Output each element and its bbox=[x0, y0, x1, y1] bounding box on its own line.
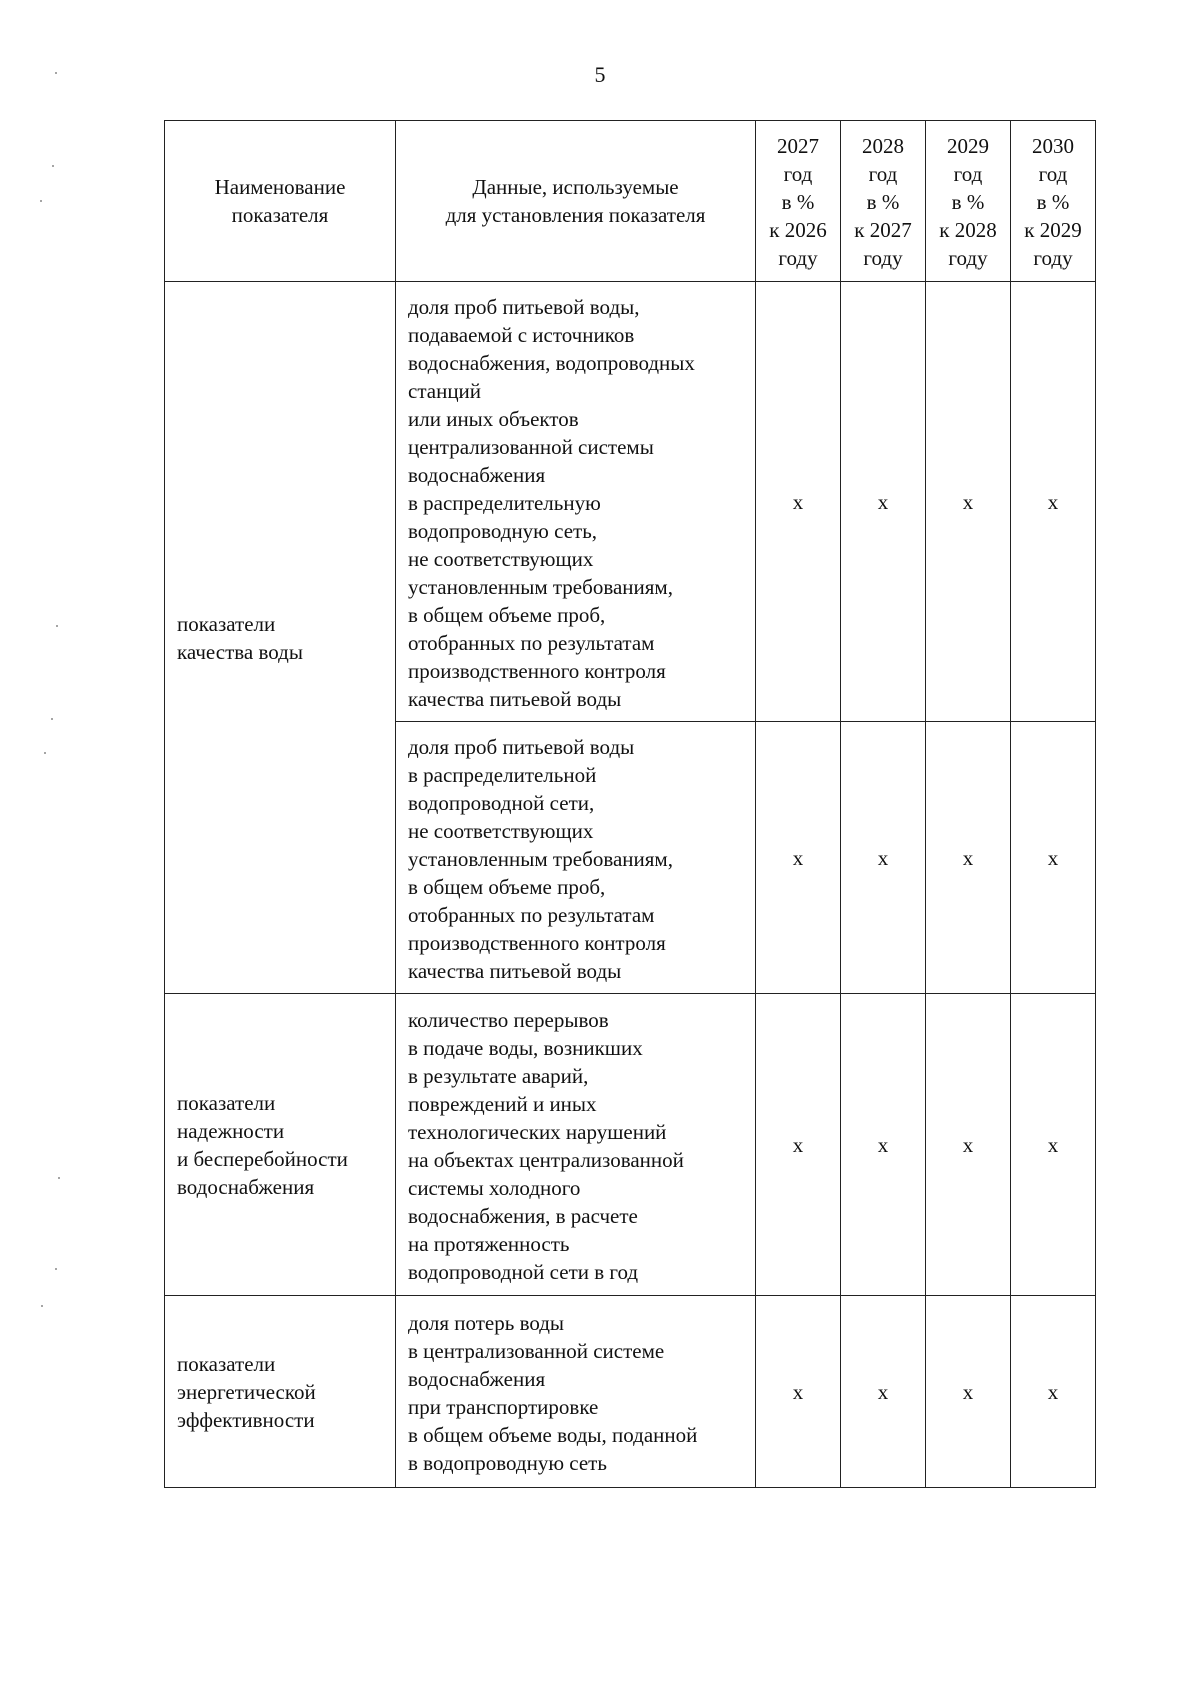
value-cell: x bbox=[926, 282, 1011, 722]
header-year-2027 bbox=[756, 121, 841, 282]
value-cell: x bbox=[926, 1296, 1011, 1488]
header-year-line: год bbox=[1038, 162, 1068, 186]
scan-speck bbox=[55, 72, 57, 74]
header-year-line: к 2027 bbox=[854, 218, 912, 242]
value-cell: x bbox=[1011, 282, 1096, 722]
scan-speck bbox=[52, 165, 54, 167]
indicator-name-cell: показатели энергетической эффективности bbox=[165, 1296, 396, 1488]
value-cell: x bbox=[841, 282, 926, 722]
scan-speck bbox=[58, 1177, 60, 1179]
header-year-value: 2030 bbox=[1032, 134, 1074, 158]
header-indicator-name: Наименование показателя bbox=[165, 121, 396, 282]
table-row bbox=[165, 282, 1096, 722]
value-cell: x bbox=[1011, 994, 1096, 1296]
header-year-line: году bbox=[948, 246, 988, 270]
table-header-row bbox=[165, 121, 1096, 282]
scan-speck bbox=[51, 718, 53, 720]
table-row bbox=[165, 994, 1096, 1296]
header-year-line: к 2026 bbox=[769, 218, 827, 242]
table-row bbox=[165, 1296, 1096, 1488]
scan-speck bbox=[56, 625, 58, 627]
value-cell: x bbox=[756, 994, 841, 1296]
header-year-line: в % bbox=[951, 190, 985, 214]
value-cell: x bbox=[756, 722, 841, 994]
value-cell: x bbox=[841, 722, 926, 994]
value-cell: x bbox=[756, 1296, 841, 1488]
header-year-line: году bbox=[778, 246, 818, 270]
header-year-line: в % bbox=[866, 190, 900, 214]
header-year-line: к 2028 bbox=[939, 218, 997, 242]
value-cell: x bbox=[841, 1296, 926, 1488]
header-year-line: к 2029 bbox=[1024, 218, 1082, 242]
indicator-data-cell: доля потерь воды в централизованной системе водоснабжения при транспортировке в общем объеме воды, поданной в водопроводную сеть bbox=[396, 1296, 756, 1488]
scan-speck bbox=[40, 200, 42, 202]
header-year-line: год bbox=[953, 162, 983, 186]
indicators-table bbox=[164, 120, 1096, 1488]
value-cell: x bbox=[1011, 1296, 1096, 1488]
header-year-line: году bbox=[1033, 246, 1073, 270]
scan-speck bbox=[44, 752, 46, 754]
value-cell: x bbox=[756, 282, 841, 722]
scan-speck bbox=[55, 1268, 57, 1270]
header-year-2028 bbox=[841, 121, 926, 282]
page-number: 5 bbox=[594, 62, 606, 87]
header-year-line: в % bbox=[1036, 190, 1070, 214]
header-year-value: 2027 bbox=[777, 134, 819, 158]
value-cell: x bbox=[1011, 722, 1096, 994]
header-year-value: 2028 bbox=[862, 134, 904, 158]
header-year-value: 2029 bbox=[947, 134, 989, 158]
header-year-line: год bbox=[868, 162, 898, 186]
indicator-name-cell: показатели надежности и бесперебойности водоснабжения bbox=[165, 994, 396, 1296]
indicator-name-cell: показатели качества воды bbox=[165, 282, 396, 994]
header-source-data: Данные, используемые для установления показателя bbox=[396, 121, 756, 282]
scan-speck bbox=[41, 1305, 43, 1307]
value-cell: x bbox=[926, 994, 1011, 1296]
value-cell: x bbox=[926, 722, 1011, 994]
indicator-data-cell: доля проб питьевой воды в распределительной водопроводной сети, не соответствующих установленным требованиям, в общем объеме проб, отобранных по результатам производственного контроля качества питьевой воды bbox=[396, 722, 756, 994]
header-year-line: в % bbox=[781, 190, 815, 214]
header-year-line: году bbox=[863, 246, 903, 270]
indicator-data-cell: количество перерывов в подаче воды, возникших в результате аварий, повреждений и иных технологических нарушений на объектах централизованной системы холодного водоснабжения, в расчете на протяженность водопроводной сети в год bbox=[396, 994, 756, 1296]
indicator-data-cell: доля проб питьевой воды, подаваемой с источников водоснабжения, водопроводных станций или иных объектов централизованной системы водоснабжения в распределительную водопроводную сеть, не соответствующих установленным требованиям, в общем объеме проб, отобранных по результатам производственного контроля качества питьевой воды bbox=[396, 282, 756, 722]
header-year-2030 bbox=[1011, 121, 1096, 282]
header-year-2029 bbox=[926, 121, 1011, 282]
header-year-line: год bbox=[783, 162, 813, 186]
value-cell: x bbox=[841, 994, 926, 1296]
